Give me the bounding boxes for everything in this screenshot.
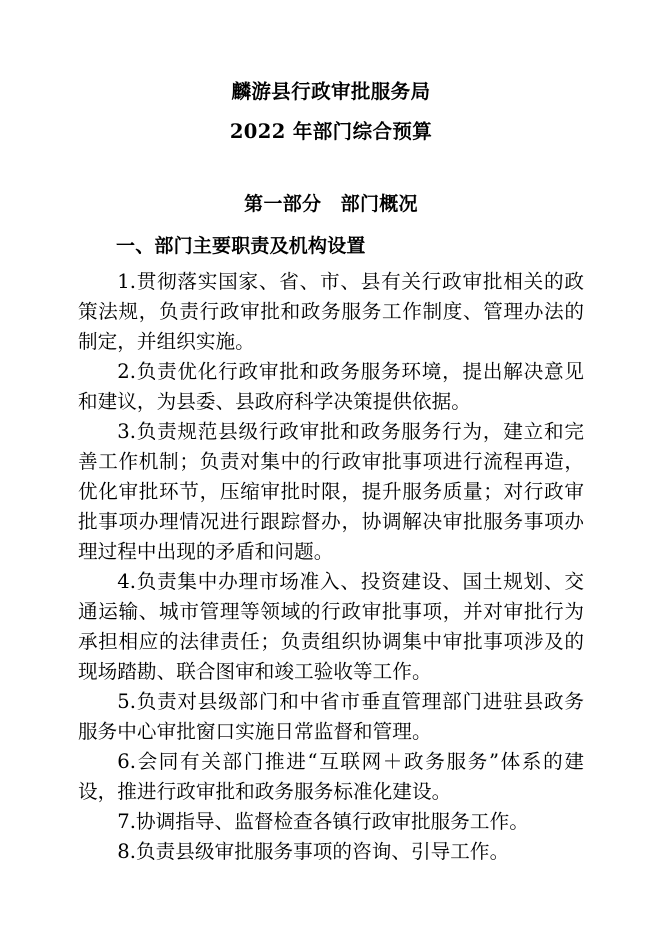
list-item: 5.负责对县级部门和中省市垂直管理部门进驻县政务服务中心审批窗口实施日常监督和管理。: [78, 690, 584, 743]
document-title: [78, 0, 584, 147]
list-item: 8.负责县级审批服务事项的咨询、引导工作。: [117, 840, 510, 863]
list-item: 6.会同有关部门推进“互联网＋政务服务”体系的建设，推进行政审批和政务服务标准化建设。: [78, 750, 584, 803]
list-item: 7.协调指导、监督检查各镇行政审批服务工作。: [117, 810, 529, 833]
list-item: 1.贯彻落实国家、省、市、县有关行政审批相关的政策法规，负责行政审批和政务服务工作制度、管理办法的制定，并组织实施。: [78, 270, 584, 353]
document-title-line-1: 麟游县行政审批服务局: [231, 80, 431, 103]
list-item: 4.负责集中办理市场准入、投资建设、国土规划、交通运输、城市管理等领域的行政审批事项，并对审批行为承担相应的法律责任；负责组织协调集中审批事项涉及的现场踏勘、联合图审和竣工验收等工作。: [78, 570, 584, 683]
responsibilities-list: [78, 261, 584, 867]
document-title-line-2: 2022 年部门综合预算: [229, 120, 433, 143]
section-heading: 一、部门主要职责及机构设置: [116, 235, 366, 257]
list-item: 3.负责规范县级行政审批和政务服务行为，建立和完善工作机制；负责对集中的行政审批事项进行流程再造，优化审批环节，压缩审批时限，提升服务质量；对行政审批事项办理情况进行跟踪督办，协调解决审批服务事项办理过程中出现的矛盾和问题。: [78, 420, 584, 563]
document-content: [78, 0, 584, 867]
list-item: 2.负责优化行政审批和政务服务环境，提出解决意见和建议，为县委、县政府科学决策提供依据。: [78, 360, 584, 413]
part-heading: 第一部分 部门概况: [244, 193, 418, 215]
